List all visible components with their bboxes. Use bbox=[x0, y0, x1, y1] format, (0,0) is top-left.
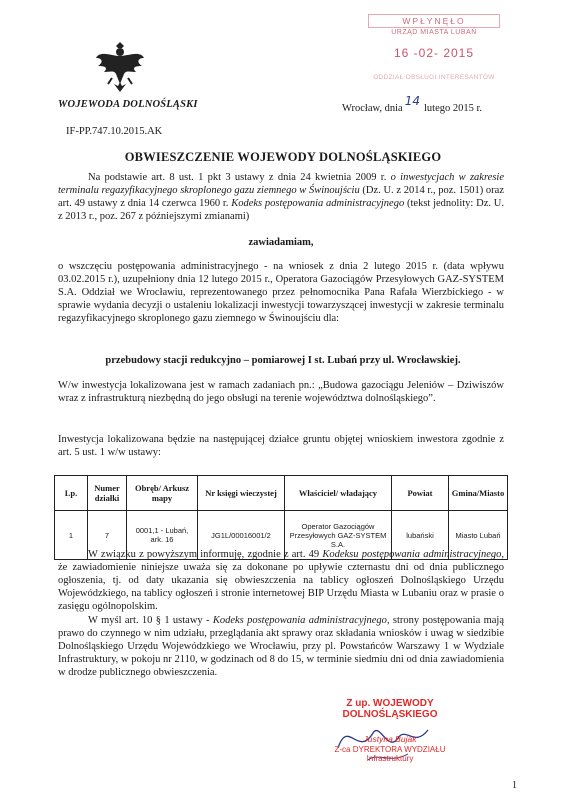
col-county: Powiat bbox=[392, 476, 449, 511]
page-number: 1 bbox=[512, 780, 517, 791]
notification-paragraph bbox=[58, 548, 504, 613]
table-header-row bbox=[55, 476, 508, 511]
code-title-italic-3: Kodeks postępowania administracyjnego bbox=[212, 615, 387, 626]
signature-stamp bbox=[300, 698, 480, 763]
legal-basis-text: Na podstawie art. 8 ust. 1 pkt 3 ustawy z dnia 24 kwietnia 2009 r. bbox=[88, 172, 391, 183]
received-stamp bbox=[368, 14, 500, 81]
plot-intro-paragraph: Inwestycja lokalizowana będzie na następującej działce gruntu objętej wnioskiem inwestora zgodnie z art. 5 ust. 1 w/w ustawy: bbox=[58, 434, 504, 458]
cell-precinct: 0001,1 - Lubań, ark. 16 bbox=[127, 511, 198, 560]
stamp-department-label: ODDZIAŁ OBSŁUGI INTERESANTÓW bbox=[373, 74, 495, 81]
notice-paragraph: o wszczęciu postępowania administracyjnego - na wniosek z dnia 2 lutego 2015 r. (data wpływu 03.02.2015 r.), uzupełniony dnia 12 lutego 2015 r., Operatora Gazociągów Przesyłowych GAZ-SYSTEM S.A. Oddział we Wrocławiu, reprezentowanego przez pełnomocnika Pana Rafała Wierzbickiego - w sprawie wydania decyzji o ustaleniu lokalizacji inwestycji towarzyszącej inwestycji w zakresie terminalu regazyfikacyjnego skroplonego gazu ziemnego w Świnoujściu dla: bbox=[58, 261, 504, 324]
place-and-date bbox=[342, 94, 483, 114]
notification-text-cont: , że zawiadomienie niniejsze uważa się za dokonane po upływie czternastu dni od dnia publicznego ogłoszenia, tj. od daty ukazania się obwieszczenia na tablicy ogłoszeń Dolnośląskiego Urzędu Wojewódzkiego, na tablicy ogłoszeń i stronie internetowej BIP Urzędu Miasta w Lubaniu oraz w prasie o zasięgu ogólnopolskim. bbox=[58, 549, 504, 612]
code-title-italic: Kodeks postępowania administracyjnego bbox=[231, 198, 405, 209]
legal-basis-text-cont: (Dz. U. z 2014 r., poz. 1501) oraz art. 49 ustawy z dnia 14 czerwca 1960 r. bbox=[58, 185, 504, 209]
rights-text: W myśl art. 10 § 1 ustawy - bbox=[88, 615, 213, 626]
col-owner: Właściciel/ władający bbox=[285, 476, 392, 511]
reference-number: IF-PP.747.10.2015.AK bbox=[66, 126, 163, 137]
signatory-role: Z-ca DYREKTORA WYDZIAŁU bbox=[334, 745, 446, 754]
notification-text: W związku z powyższym informuję, zgodnie z art. 49 bbox=[88, 549, 323, 560]
rights-text-cont: , strony postępowania mają prawo do czynnego w nim udziału, przeglądania akt sprawy oraz składania wniosków i uwag w siedzibie Dolnośląskiego Urzędu Wojewódzkiego we Wrocławiu, przy pl. Powstańców Warszawy 1 w Wydziale Infrastruktury, w pokoju nr 2110, w godzinach od 8 do 15, w terminie siedmiu dni od dnia zawiadomienia w drodze publicznego obwieszczenia. bbox=[58, 615, 504, 678]
investment-task-paragraph: W/w inwestycja lokalizowana jest w ramach zadaniach pn.: „Budowa gazociągu Jeleniów – Dziwiszów wraz z infrastrukturą niezbędną do jego obsługi na terenie województwa dolnośląskiego”. bbox=[58, 380, 504, 404]
signatory-department: Infrastruktury bbox=[366, 754, 414, 763]
rights-paragraph bbox=[58, 614, 504, 679]
col-land-register: Nr księgi wieczystej bbox=[198, 476, 285, 511]
consolidated-text-note: (tekst jednolity: Dz. U. z 2013 r., poz. 267 z późniejszymi zmianami) bbox=[58, 198, 505, 222]
col-lp: Lp. bbox=[55, 476, 88, 511]
project-name: przebudowy stacji redukcyjno – pomiarowej I st. Lubań przy ul. Wrocławskiej. bbox=[105, 355, 461, 366]
stamp-received-label: WPŁYNĘŁO bbox=[368, 14, 500, 28]
signatory-name: Justyna Bujak bbox=[363, 734, 417, 744]
stamp-date: 16 -02- 2015 bbox=[393, 46, 475, 60]
stamp-office-label: URZĄD MIASTA LUBAŃ bbox=[391, 29, 477, 36]
cell-lp: 1 bbox=[55, 511, 88, 560]
issuing-office: WOJEWODA DOLNOŚLĄSKI bbox=[58, 99, 198, 110]
cell-commune: Miasto Lubań bbox=[449, 511, 508, 560]
handwritten-day: 14 bbox=[404, 94, 420, 108]
eagle-emblem-icon bbox=[92, 40, 148, 96]
signature-authority: Z up. WOJEWODY DOLNOŚLĄSKIEGO bbox=[342, 698, 438, 720]
date-suffix: lutego 2015 r. bbox=[423, 103, 483, 114]
col-precinct: Obręb/ Arkusz mapy bbox=[127, 476, 198, 511]
code-title-italic-2: Kodeksu postępowania administracyjnego bbox=[322, 549, 502, 560]
col-commune: Gmina/Miasto bbox=[449, 476, 508, 511]
cell-plot-number: 7 bbox=[88, 511, 127, 560]
document-title: OBWIESZCZENIE WOJEWODY DOLNOŚLĄSKIEGO bbox=[124, 150, 442, 164]
announcement-word: zawiadamiam, bbox=[248, 237, 314, 248]
col-plot-number: Numer działki bbox=[88, 476, 127, 511]
legal-basis-paragraph bbox=[58, 171, 504, 223]
act-title-italic: o inwestycjach w zakresie terminalu regazyfikacyjnego skroplonego gazu ziemnego w Świnoujściu bbox=[58, 172, 504, 196]
cell-land-register: JG1L/00016001/2 bbox=[198, 511, 285, 560]
cell-owner: Operator Gazociągów Przesyłowych GAZ-SYSTEM S.A. bbox=[285, 511, 392, 560]
place-prefix: Wrocław, dnia bbox=[342, 103, 403, 114]
cell-county: lubański bbox=[392, 511, 449, 560]
